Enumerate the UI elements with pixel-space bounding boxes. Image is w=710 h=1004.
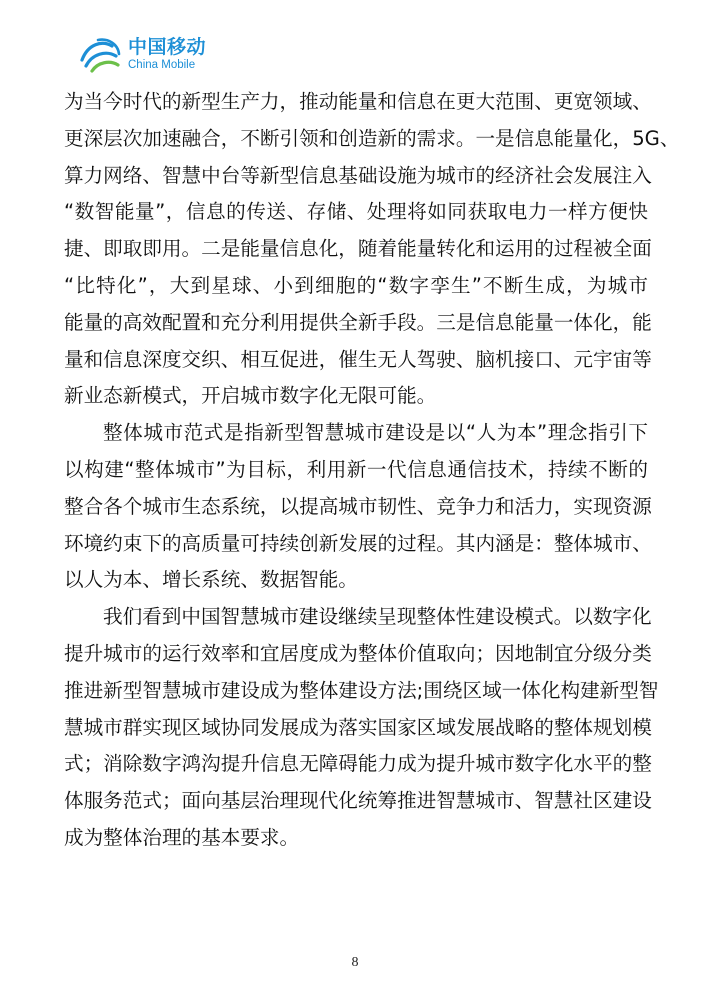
paragraph-line: 慧城市群实现区域协同发展成为落实国家区域发展战略的整体规划模 xyxy=(64,715,652,739)
paragraph-line: 提升城市的运行效率和宜居度成为整体价值取向；因地制宜分级分类 xyxy=(64,641,652,665)
paragraph xyxy=(64,599,659,857)
page-number: 8 xyxy=(351,955,359,970)
paragraph-line: 体服务范式；面向基层治理现代化统筹推进智慧城市、智慧社区建设 xyxy=(64,789,652,813)
paragraph-line: 以构建“整体城市”为目标，利用新一代信息通信技术，持续不断的 xyxy=(64,457,648,481)
logo-chinese-name: 中国移动 xyxy=(128,35,207,58)
paragraph-line: 捷、即取即用。二是能量信息化，随着能量转化和运用的过程被全面 xyxy=(64,237,652,261)
body-text xyxy=(64,84,680,857)
paragraph-line: 环境约束下的高质量可持续创新发展的过程。其内涵是：整体城市、 xyxy=(64,531,652,555)
paragraph xyxy=(64,415,652,599)
logo-english-name: China Mobile xyxy=(128,58,196,71)
paragraph-line: 新业态新模式，开启城市数字化无限可能。 xyxy=(64,384,437,408)
paragraph-line: 成为整体治理的基本要求。 xyxy=(64,825,300,849)
china-mobile-logo-icon xyxy=(78,34,122,74)
paragraph-line: 整合各个城市生态系统，以提高城市韧性、竞争力和活力，实现资源 xyxy=(64,494,652,518)
paragraph-line: 算力网络、智慧中台等新型信息基础设施为城市的经济社会发展注入 xyxy=(64,163,652,187)
paragraph-line: 更深层次加速融合，不断引领和创造新的需求。一是信息能量化，5G、 xyxy=(64,126,680,150)
paragraph-line: “比特化”，大到星球、小到细胞的“数字孪生”不断生成，为城市 xyxy=(64,273,648,297)
paragraph-line: 推进新型智慧城市建设成为整体建设方法;围绕区域一体化构建新型智 xyxy=(64,678,659,702)
paragraph-line: 为当今时代的新型生产力，推动能量和信息在更大范围、更宽领域、 xyxy=(64,90,652,113)
page-header xyxy=(78,32,206,76)
paragraph-line: “数智能量”，信息的传送、存储、处理将如同获取电力一样方便快 xyxy=(64,200,648,224)
paragraph xyxy=(64,84,680,415)
paragraph-line: 能量的高效配置和充分利用提供全新手段。三是信息能量一体化，能 xyxy=(64,310,652,334)
paragraph-line: 以人为本、增长系统、数据智能。 xyxy=(64,568,358,592)
paragraph-line: 量和信息深度交织、相互促进，催生无人驾驶、脑机接口、元宇宙等 xyxy=(64,347,652,371)
paragraph-line: 式；消除数字鸿沟提升信息无障碍能力成为提升城市数字化水平的整 xyxy=(64,752,652,776)
paragraph-line: 整体城市范式是指新型智慧城市建设是以“人为本”理念指引下 xyxy=(103,421,648,445)
paragraph-line: 我们看到中国智慧城市建设继续呈现整体性建设模式。以数字化 xyxy=(103,605,652,629)
logo-text xyxy=(128,37,206,72)
